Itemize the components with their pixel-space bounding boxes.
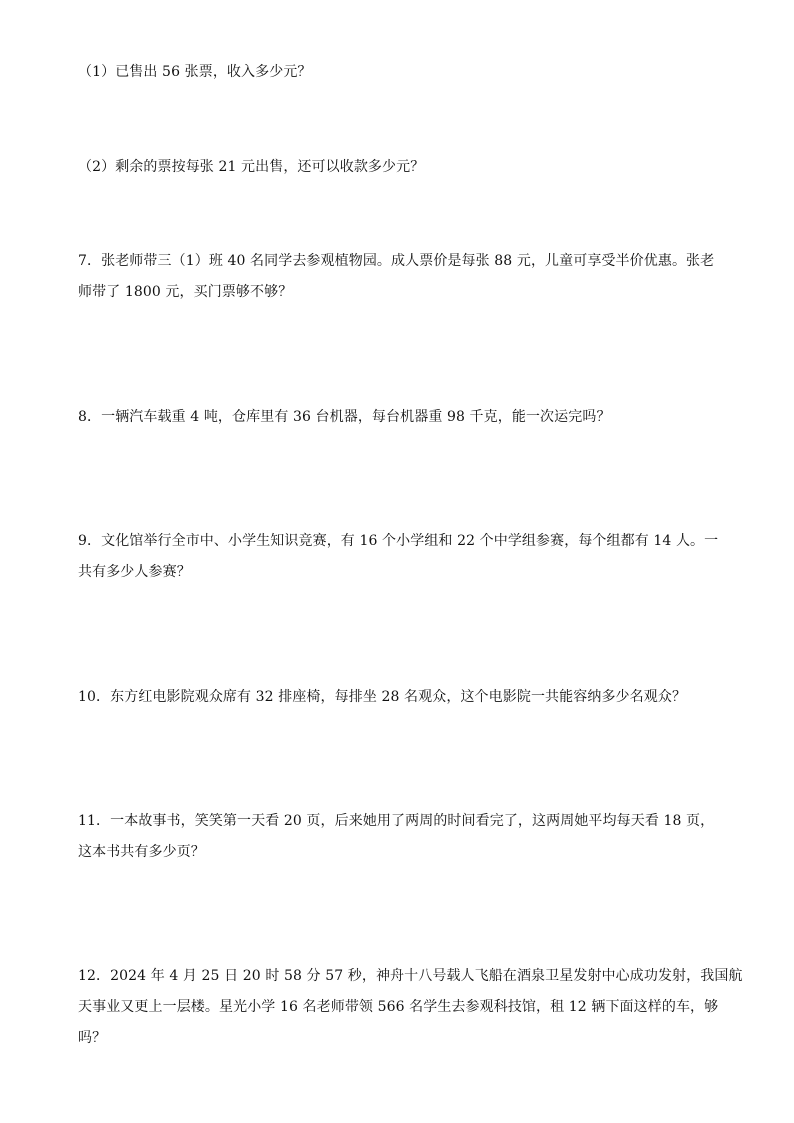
question-11-line-1: 11．一本故事书，笑笑第一天看 20 页，后来她用了两周的时间看完了，这两周她平均每天看 18 页，: [78, 813, 715, 829]
question-7-line-2: 师带了 1800 元，买门票够不够？: [78, 284, 293, 300]
question-6-part-2: （2）剩余的票按每张 21 元出售，还可以收款多少元？: [78, 159, 425, 175]
question-9-line-2: 共有多少人参赛？: [78, 564, 191, 580]
question-12-line-1: 12．2024 年 4 月 25 日 20 时 58 分 57 秒，神舟十八号载人飞船在酒泉卫星发射中心成功发射，我国航: [78, 968, 743, 984]
question-9-line-1: 9．文化馆举行全市中、小学生知识竞赛，有 16 个小学组和 22 个中学组参赛，每个组都有 14 人。一: [78, 533, 719, 549]
question-8: 8．一辆汽车载重 4 吨，仓库里有 36 台机器，每台机器重 98 千克，能一次运完吗？: [78, 409, 611, 425]
question-12-line-2: 天事业又更上一层楼。星光小学 16 名老师带领 566 名学生去参观科技馆，租 12 辆下面这样的车，够: [78, 999, 719, 1015]
question-7-line-1: 7．张老师带三（1）班 40 名同学去参观植物园。成人票价是每张 88 元，儿童可享受半价优惠。张老: [78, 253, 715, 269]
question-10: 10．东方红电影院观众席有 32 排座椅，每排坐 28 名观众，这个电影院一共能容纳多少名观众？: [78, 689, 687, 705]
question-11-line-2: 这本书共有多少页？: [78, 844, 205, 860]
question-12-line-3: 吗？: [78, 1030, 107, 1046]
question-6-part-1: （1）已售出 56 张票，收入多少元？: [78, 64, 312, 80]
